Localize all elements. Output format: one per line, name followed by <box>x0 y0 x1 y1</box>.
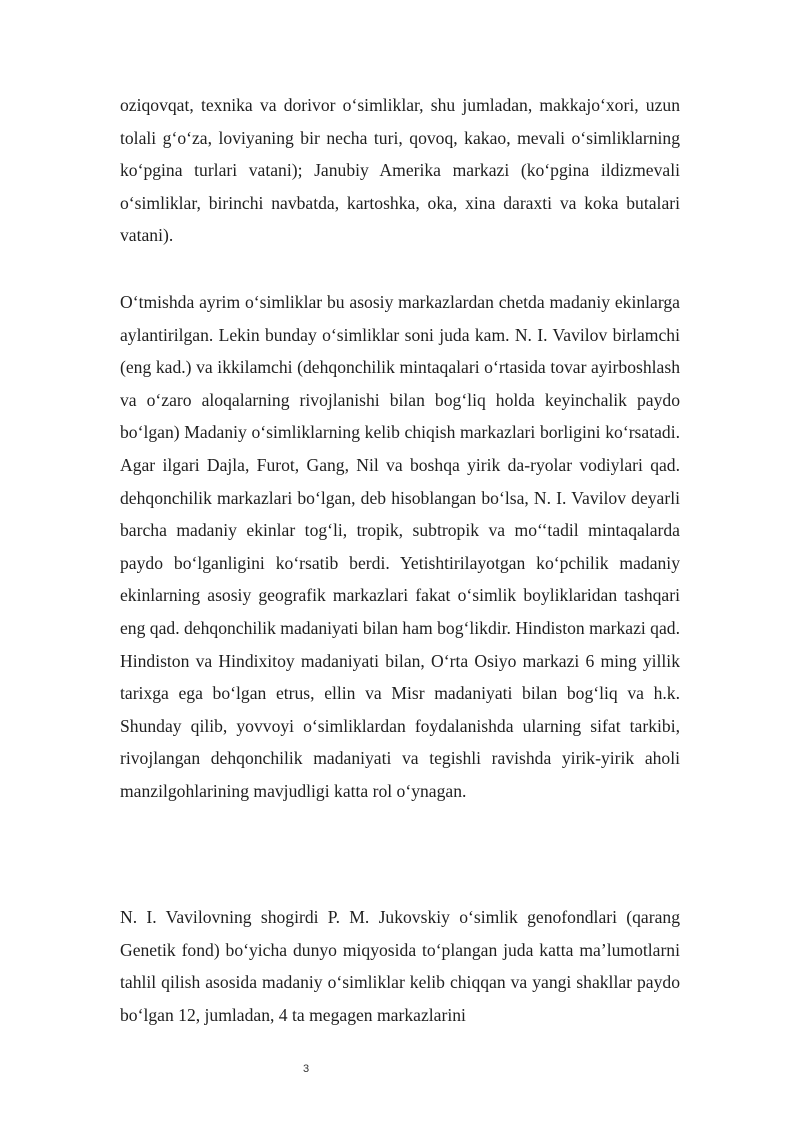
paragraph-3: N. I. Vavilovning shogirdi P. M. Jukovskiy o‘simlik genofondlari (qarang Genetik fond) bo‘yicha dunyo miqyosida to‘plangan juda katta ma’lumotlarni tahlil qilish asosida madaniy o‘simliklar kelib chiqqan va yangi shakllar paydo bo‘lgan 12, jumladan, 4 ta megagen markazlarini <box>120 907 680 1025</box>
page-number: 3 <box>302 1063 310 1075</box>
paragraph-2: O‘tmishda ayrim o‘simliklar bu asosiy markazlardan chetda madaniy ekinlarga aylantirilgan. Lekin bunday o‘simliklar soni juda kam. N. I. Vavilov birlamchi (eng kad.) va ikkilamchi (dehqonchilik mintaqalari o‘rtasida tovar ayirboshlash va o‘zaro aloqalarning rivojlanishi bilan bog‘liq holda keyinchalik paydo bo‘lgan) Madaniy o‘simliklarning kelib chiqish markazlari borligini ko‘rsatadi. Agar ilgari Dajla, Furot, Gang, Nil va boshqa yirik da-ryolar vodiylari qad. dehqonchilik markazlari bo‘lgan, deb hisoblangan bo‘lsa, N. I. Vavilov deyarli barcha madaniy ekinlar tog‘li, tropik, subtropik va mo‘‘tadil mintaqalarda paydo bo‘lganligini ko‘rsatib berdi. Yetishtirilayotgan ko‘pchilik madaniy ekinlarning asosiy geografik markazlari fakat o‘simlik boyliklaridan tashqari eng qad. dehqonchilik madaniyati bilan ham bog‘likdir. Hindiston markazi qad. Hindiston va Hindixitoy madaniyati bilan, O‘rta Osiyo markazi 6 ming yillik tarixga ega bo‘lgan etrus, ellin va Misr madaniyati bilan bog‘liq va h.k. Shunday qilib, yovvoyi o‘simliklardan foydalanishda ularning sifat tarkibi, rivojlangan dehqonchilik madaniyati va tegishli ravishda yirik-yirik aholi manzilgohlarining mavjudligi katta rol o‘ynagan. <box>120 292 680 801</box>
paragraph-1: oziqovqat, texnika va dorivor o‘simliklar, shu jumladan, makkajo‘xori, uzun tolali g‘o‘za, loviyaning bir necha turi, qovoq, kakao, mevali o‘simliklarning ko‘pgina turlari vatani); Janubiy Amerika markazi (ko‘pgina ildizmevali o‘simliklar, birinchi navbatda, kartoshka, oka, xina daraxti va koka butalari vatani). <box>120 95 680 246</box>
